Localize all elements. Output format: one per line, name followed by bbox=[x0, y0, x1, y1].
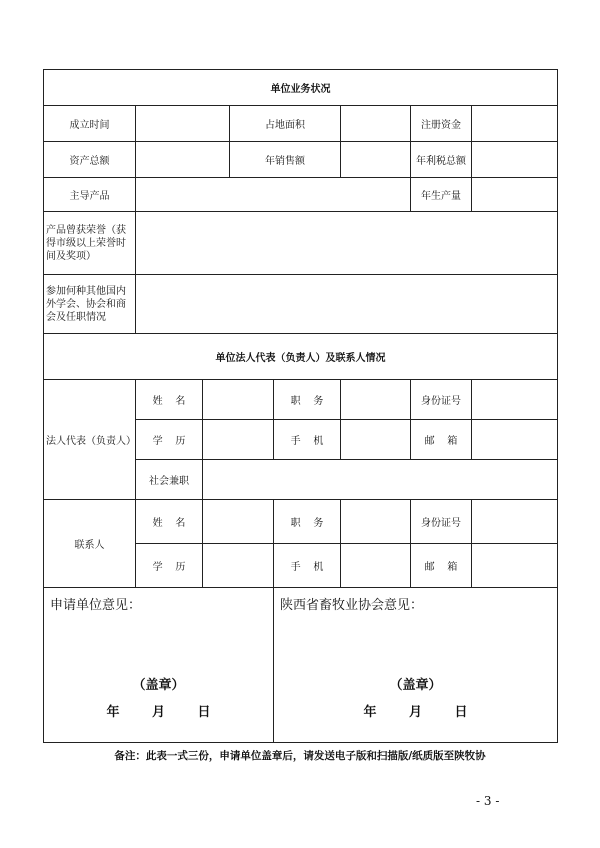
label-rep-position: 职 务 bbox=[274, 380, 341, 420]
label-legal-rep: 法人代表（负责人） bbox=[44, 380, 136, 500]
association-seal-label: （盖章） bbox=[389, 678, 442, 693]
association-opinion-box[interactable] bbox=[274, 588, 558, 743]
field-annual-output[interactable] bbox=[472, 178, 558, 212]
label-annual-tax: 年利税总额 bbox=[411, 142, 472, 178]
year-label: 年 bbox=[106, 705, 120, 720]
field-rep-name[interactable] bbox=[203, 380, 274, 420]
section-title-legal-rep: 单位法人代表（负责人）及联系人情况 bbox=[44, 334, 558, 380]
application-form-table bbox=[43, 69, 558, 743]
label-contact-name: 姓 名 bbox=[136, 500, 203, 544]
field-registered-capital[interactable] bbox=[472, 106, 558, 142]
association-opinion-label: 陕西省畜牧业协会意见： bbox=[280, 598, 424, 613]
day-label: 日 bbox=[197, 705, 211, 720]
label-established: 成立时间 bbox=[44, 106, 136, 142]
field-rep-social-roles[interactable] bbox=[203, 460, 558, 500]
label-main-products: 主导产品 bbox=[44, 178, 136, 212]
field-total-assets[interactable] bbox=[136, 142, 230, 178]
label-registered-capital: 注册资金 bbox=[411, 106, 472, 142]
association-date bbox=[274, 701, 557, 720]
field-contact-name[interactable] bbox=[203, 500, 274, 544]
label-rep-name: 姓 名 bbox=[136, 380, 203, 420]
applicant-opinion-box[interactable] bbox=[44, 588, 274, 743]
label-land-area: 占地面积 bbox=[230, 106, 341, 142]
page-number: - 3 - bbox=[476, 794, 500, 808]
field-contact-mobile[interactable] bbox=[341, 544, 411, 588]
field-contact-id[interactable] bbox=[472, 500, 558, 544]
applicant-date bbox=[44, 701, 273, 720]
label-honors: 产品曾获荣誉（获得市级以上荣誉时间及奖项） bbox=[44, 212, 136, 275]
field-land-area[interactable] bbox=[341, 106, 411, 142]
month-label: 月 bbox=[151, 705, 165, 720]
label-rep-email: 邮 箱 bbox=[411, 420, 472, 460]
label-rep-id: 身份证号 bbox=[411, 380, 472, 420]
label-rep-education: 学 历 bbox=[136, 420, 203, 460]
label-total-assets: 资产总额 bbox=[44, 142, 136, 178]
label-contact-position: 职 务 bbox=[274, 500, 341, 544]
label-rep-mobile: 手 机 bbox=[274, 420, 341, 460]
applicant-opinion-label: 申请单位意见： bbox=[50, 598, 142, 613]
day-label: 日 bbox=[454, 705, 468, 720]
label-memberships: 参加何种其他国内外学会、协会和商会及任职情况 bbox=[44, 275, 136, 334]
label-contact: 联系人 bbox=[44, 500, 136, 588]
label-contact-education: 学 历 bbox=[136, 544, 203, 588]
year-label: 年 bbox=[363, 705, 377, 720]
label-contact-email: 邮 箱 bbox=[411, 544, 472, 588]
field-rep-education[interactable] bbox=[203, 420, 274, 460]
field-annual-tax[interactable] bbox=[472, 142, 558, 178]
label-contact-mobile: 手 机 bbox=[274, 544, 341, 588]
field-main-products[interactable] bbox=[136, 178, 411, 212]
label-contact-id: 身份证号 bbox=[411, 500, 472, 544]
field-rep-id[interactable] bbox=[472, 380, 558, 420]
field-rep-position[interactable] bbox=[341, 380, 411, 420]
field-honors[interactable] bbox=[136, 212, 558, 275]
field-rep-email[interactable] bbox=[472, 420, 558, 460]
field-contact-email[interactable] bbox=[472, 544, 558, 588]
label-annual-output: 年生产量 bbox=[411, 178, 472, 212]
section-title-business: 单位业务状况 bbox=[44, 70, 558, 106]
footnote: 备注：此表一式三份，申请单位盖章后，请发送电子版和扫描版/纸质版至陕牧协 bbox=[114, 750, 486, 762]
field-annual-sales[interactable] bbox=[341, 142, 411, 178]
month-label: 月 bbox=[408, 705, 422, 720]
label-rep-social-roles: 社会兼职 bbox=[136, 460, 203, 500]
field-contact-education[interactable] bbox=[203, 544, 274, 588]
label-annual-sales: 年销售额 bbox=[230, 142, 341, 178]
applicant-seal-label: （盖章） bbox=[132, 678, 185, 693]
field-rep-mobile[interactable] bbox=[341, 420, 411, 460]
field-contact-position[interactable] bbox=[341, 500, 411, 544]
field-memberships[interactable] bbox=[136, 275, 558, 334]
field-established[interactable] bbox=[136, 106, 230, 142]
